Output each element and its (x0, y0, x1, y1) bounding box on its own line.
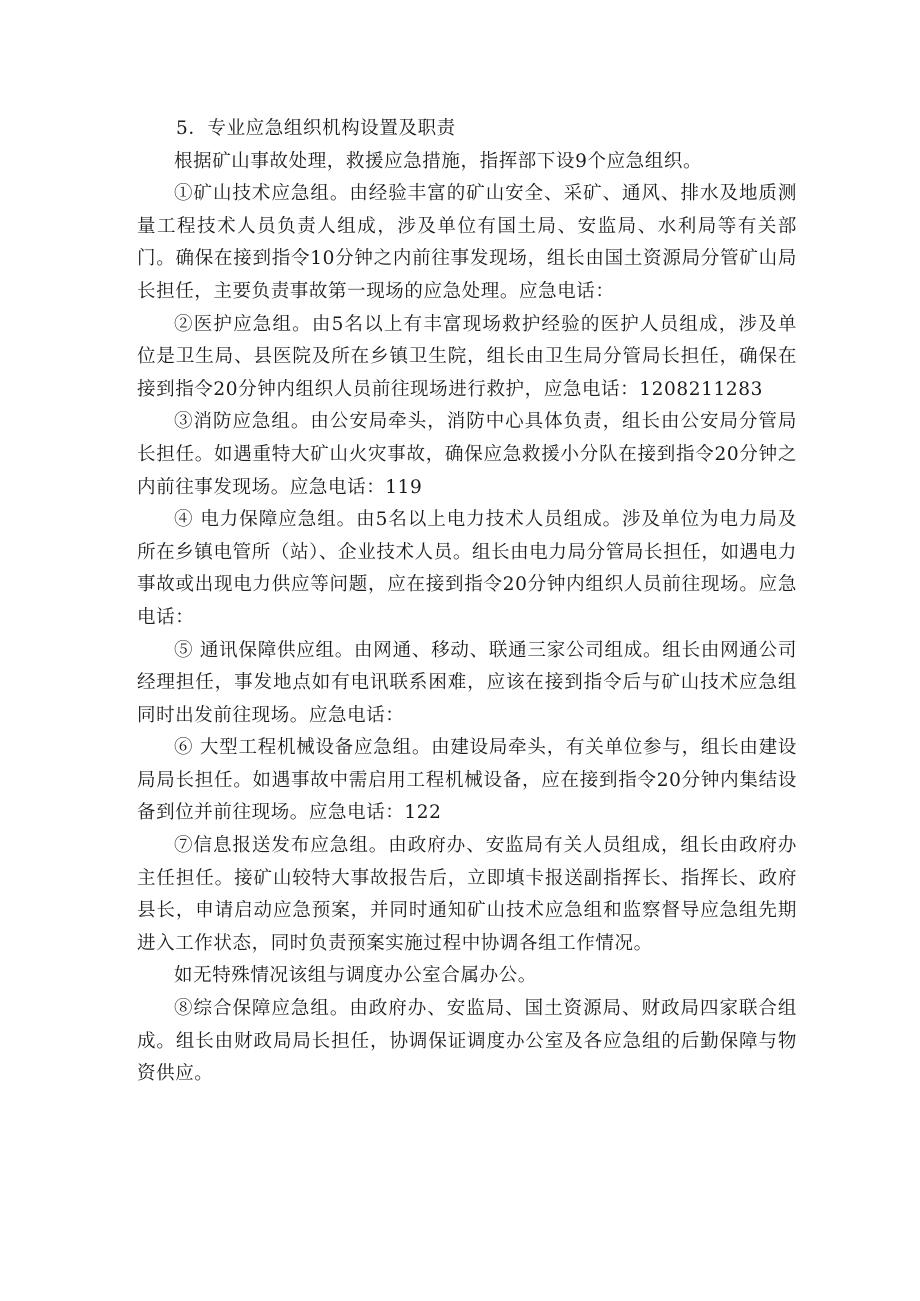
paragraph-communication-group: ⑤ 通讯保障供应组。由网通、移动、联通三家公司组成。组长由网通公司经理担任，事发地点如有电讯联系困难，应该在接到指令后与矿山技术应急组同时出发前往现场。应急电话： (137, 639, 797, 726)
paragraph-mine-technology-group: ①矿山技术应急组。由经验丰富的矿山安全、采矿、通风、排水及地质测量工程技术人员负责人组成，涉及单位有国土局、安监局、水利局等有关部门。确保在接到指令10分钟之内前往事发现场，组长由国土资源局分管矿山局长担任，主要负责事故第一现场的应急处理。应急电话： (137, 183, 797, 302)
paragraph-power-group: ④ 电力保障应急组。由5名以上电力技术人员组成。涉及单位为电力局及所在乡镇电管所（站）、企业技术人员。组长由电力局分管局长担任，如遇电力事故或出现电力供应等问题，应在接到指令20分钟内组织人员前往现场。应急电话： (137, 509, 797, 628)
paragraph-fire-group: ③消防应急组。由公安局牵头，消防中心具体负责，组长由公安局分管局长担任。如遇重特大矿山火灾事故，确保应急救援小分队在接到指令20分钟之内前往事发现场。应急电话：119 (137, 411, 797, 498)
paragraph-logistics-group: ⑧综合保障应急组。由政府办、安监局、国土资源局、财政局四家联合组成。组长由财政局局长担任，协调保证调度办公室及各应急组的后勤保障与物资供应。 (137, 998, 797, 1085)
section-heading: 5．专业应急组织机构设置及职责 (176, 118, 456, 139)
paragraph-medical-group: ②医护应急组。由5名以上有丰富现场救护经验的医护人员组成，涉及单位是卫生局、县医院及所在乡镇卫生院，组长由卫生局分管局长担任，确保在接到指令20分钟内组织人员前往现场进行救护，应急电话：1208211283 (137, 313, 797, 400)
paragraph-office-note: 如无特殊情况该组与调度办公室合属办公。 (174, 965, 537, 987)
paragraph-information-group: ⑦信息报送发布应急组。由政府办、安监局有关人员组成，组长由政府办主任担任。接矿山较特大事故报告后，立即填卡报送副指挥长、指挥长、政府县长，申请启动应急预案，并同时通知矿山技术应急组和监察督导应急组先期进入工作状态，同时负责预案实施过程中协调各组工作情况。 (137, 835, 797, 954)
paragraph-machinery-group: ⑥ 大型工程机械设备应急组。由建设局牵头，有关单位参与，组长由建设局局长担任。如遇事故中需启用工程机械设备，应在接到指令20分钟内集结设备到位并前往现场。应急电话：122 (137, 737, 797, 824)
paragraph-intro: 根据矿山事故处理，救援应急措施，指挥部下设9个应急组织。 (174, 150, 703, 172)
document-body (137, 113, 797, 1091)
